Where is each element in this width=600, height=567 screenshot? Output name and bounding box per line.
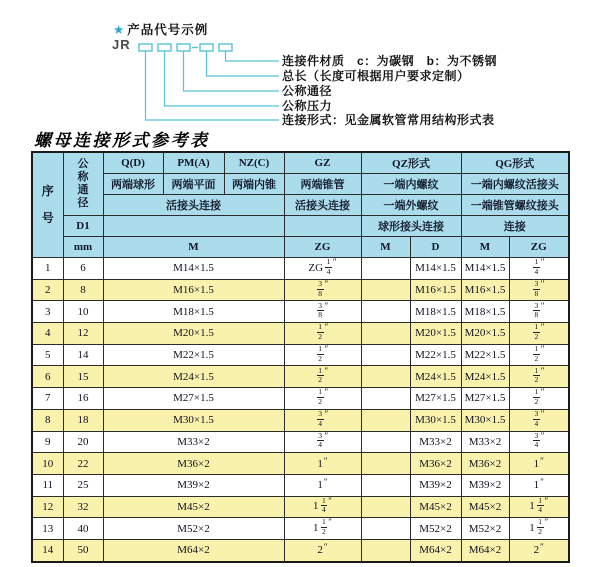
code-box-3 xyxy=(177,44,190,51)
cell-qg-zg: 1 $\frac{1}{2}$ ″ xyxy=(509,518,569,540)
cell-serial: 11 xyxy=(32,474,63,496)
cell-serial: 5 xyxy=(32,344,63,366)
cell-m-thread: M22×1.5 xyxy=(103,344,284,366)
label-conn-form: 连接形式：见金属软管常用结构形式表 xyxy=(282,113,495,127)
cell-qz-d: M64×2 xyxy=(410,539,461,561)
cell-diameter-mm: 8 xyxy=(63,279,103,301)
cell-qz-m xyxy=(361,366,410,388)
cell-serial: 6 xyxy=(32,366,63,388)
cell-serial: 4 xyxy=(32,323,63,345)
cell-qz-d: M36×2 xyxy=(410,453,461,475)
cell-qz-m xyxy=(361,344,410,366)
table-row xyxy=(32,409,569,431)
header-nominal-diameter: 公 称 通 径 xyxy=(63,152,103,216)
cell-qz-m xyxy=(361,496,410,518)
header-ball-joint-conn: 球形接头连接 xyxy=(361,216,461,237)
header-mm: mm xyxy=(63,237,103,258)
cell-qg-zg: 1″ xyxy=(509,474,569,496)
header-unit-qz-m: M xyxy=(361,237,410,258)
cell-serial: 9 xyxy=(32,431,63,453)
cell-m-thread: M39×2 xyxy=(103,474,284,496)
cell-qz-d: M16×1.5 xyxy=(410,279,461,301)
table-row xyxy=(32,453,569,475)
cell-qz-m xyxy=(361,474,410,496)
cell-qg-zg: $\frac{3}{4}$ ″ xyxy=(509,431,569,453)
cell-qg-zg: $\frac{1}{2}$ ″ xyxy=(509,344,569,366)
cell-diameter-mm: 18 xyxy=(63,409,103,431)
cell-qz-m xyxy=(361,258,410,280)
cell-qz-m xyxy=(361,431,410,453)
cell-m-thread: M52×2 xyxy=(103,518,284,540)
table-row xyxy=(32,518,569,540)
header-unit-qz-d: D xyxy=(410,237,461,258)
cell-qg-m: M16×1.5 xyxy=(461,279,509,301)
cell-gz-size: $\frac{3}{4}$ ″ xyxy=(284,409,361,431)
header-type-qd: Q(D) xyxy=(103,152,163,174)
table-row xyxy=(32,258,569,280)
header-unit-qg-zg: ZG xyxy=(509,237,569,258)
table-row xyxy=(32,431,569,453)
cell-qz-d: M39×2 xyxy=(410,474,461,496)
cell-m-thread: M45×2 xyxy=(103,496,284,518)
cell-qg-zg: $\frac{1}{4}$ ″ xyxy=(509,258,569,280)
header-conn-ext-thread: 一端外螺纹 xyxy=(361,195,461,216)
header-desc-qd: 两端球形 xyxy=(103,174,163,195)
diagram-title xyxy=(113,20,208,38)
label-length: 总长（长度可根据用户要求定制） xyxy=(282,69,470,83)
cell-m-thread: M18×1.5 xyxy=(103,301,284,323)
label-material: 连接件材质 c：为碳钢 b：为不锈钢 xyxy=(282,54,498,68)
table-body xyxy=(32,258,569,562)
table-row xyxy=(32,539,569,561)
label-diameter: 公称通径 xyxy=(282,84,333,98)
cell-serial: 2 xyxy=(32,279,63,301)
header-type-qg: QG形式 xyxy=(461,152,569,174)
table-row xyxy=(32,344,569,366)
cell-qz-d: M14×1.5 xyxy=(410,258,461,280)
cell-gz-size: $\frac{1}{2}$ ″ xyxy=(284,388,361,410)
cell-gz-size: $\frac{3}{8}$ ″ xyxy=(284,279,361,301)
cell-serial: 10 xyxy=(32,453,63,475)
header-unit-zg: ZG xyxy=(284,237,361,258)
nut-connection-table xyxy=(31,151,570,563)
cell-qz-d: M45×2 xyxy=(410,496,461,518)
cell-gz-size: 2″ xyxy=(284,539,361,561)
table-header xyxy=(32,152,569,258)
code-box-5 xyxy=(219,44,232,51)
cell-qz-m xyxy=(361,409,410,431)
cell-diameter-mm: 14 xyxy=(63,344,103,366)
header-desc-nzc: 两端内锥 xyxy=(224,174,284,195)
cell-serial: 12 xyxy=(32,496,63,518)
connector-line-diameter xyxy=(184,51,280,91)
cell-gz-size: $\frac{1}{2}$ ″ xyxy=(284,323,361,345)
cell-qg-m: M33×2 xyxy=(461,431,509,453)
cell-qz-m xyxy=(361,323,410,345)
cell-diameter-mm: 32 xyxy=(63,496,103,518)
cell-qg-m: M36×2 xyxy=(461,453,509,475)
connector-line-length xyxy=(207,51,280,76)
cell-diameter-mm: 16 xyxy=(63,388,103,410)
code-prefix: JR xyxy=(112,37,131,52)
cell-qg-m: M24×1.5 xyxy=(461,366,509,388)
header-conn-union-gz: 活接头连接 xyxy=(284,195,361,216)
table-row xyxy=(32,388,569,410)
cell-qg-m: M20×1.5 xyxy=(461,323,509,345)
cell-qz-m xyxy=(361,518,410,540)
code-box-4 xyxy=(200,44,213,51)
header-type-gz: GZ xyxy=(284,152,361,174)
cell-qg-zg: 1″ xyxy=(509,453,569,475)
cell-serial: 1 xyxy=(32,258,63,280)
cell-qz-m xyxy=(361,453,410,475)
star-icon: ★ xyxy=(113,23,126,37)
cell-qg-m: M22×1.5 xyxy=(461,344,509,366)
cell-gz-size: $\frac{1}{2}$ ″ xyxy=(284,344,361,366)
diagram-title-text: 产品代号示例 xyxy=(127,23,209,37)
table-row xyxy=(32,279,569,301)
cell-qg-m: M64×2 xyxy=(461,539,509,561)
cell-gz-size: 1 $\frac{1}{4}$ ″ xyxy=(284,496,361,518)
header-type-qz: QZ形式 xyxy=(361,152,461,174)
cell-m-thread: M24×1.5 xyxy=(103,366,284,388)
cell-qg-zg: $\frac{3}{8}$ ″ xyxy=(509,279,569,301)
header-conn-union: 活接头连接 xyxy=(103,195,284,216)
cell-qz-d: M52×2 xyxy=(410,518,461,540)
cell-diameter-mm: 20 xyxy=(63,431,103,453)
label-pressure: 公称压力 xyxy=(282,99,333,113)
header-conn: 连接 xyxy=(461,216,569,237)
cell-m-thread: M20×1.5 xyxy=(103,323,284,345)
table-row xyxy=(32,496,569,518)
cell-serial: 14 xyxy=(32,539,63,561)
header-unit-qg-m: M xyxy=(461,237,509,258)
cell-qz-d: M18×1.5 xyxy=(410,301,461,323)
cell-qg-m: M18×1.5 xyxy=(461,301,509,323)
cell-diameter-mm: 25 xyxy=(63,474,103,496)
cell-qg-m: M45×2 xyxy=(461,496,509,518)
cell-diameter-mm: 22 xyxy=(63,453,103,475)
cell-diameter-mm: 12 xyxy=(63,323,103,345)
cell-qg-zg: $\frac{1}{2}$ ″ xyxy=(509,388,569,410)
header-desc-pma: 两端平面 xyxy=(163,174,224,195)
cell-qg-m: M52×2 xyxy=(461,518,509,540)
cell-m-thread: M33×2 xyxy=(103,431,284,453)
header-desc-gz: 两端锥管 xyxy=(284,174,361,195)
cell-m-thread: M64×2 xyxy=(103,539,284,561)
cell-diameter-mm: 10 xyxy=(63,301,103,323)
header-type-nzc: NZ(C) xyxy=(224,152,284,174)
cell-diameter-mm: 50 xyxy=(63,539,103,561)
cell-qg-m: M30×1.5 xyxy=(461,409,509,431)
table-row xyxy=(32,323,569,345)
cell-gz-size: $\frac{1}{2}$ ″ xyxy=(284,366,361,388)
cell-m-thread: M30×1.5 xyxy=(103,409,284,431)
cell-qz-m xyxy=(361,539,410,561)
cell-gz-size: $\frac{3}{8}$ ″ xyxy=(284,301,361,323)
cell-m-thread: M27×1.5 xyxy=(103,388,284,410)
cell-serial: 7 xyxy=(32,388,63,410)
cell-qz-d: M27×1.5 xyxy=(410,388,461,410)
cell-qg-m: M39×2 xyxy=(461,474,509,496)
cell-gz-size: 1 $\frac{1}{2}$ ″ xyxy=(284,518,361,540)
cell-diameter-mm: 40 xyxy=(63,518,103,540)
cell-qz-d: M33×2 xyxy=(410,431,461,453)
table-row xyxy=(32,301,569,323)
cell-diameter-mm: 6 xyxy=(63,258,103,280)
cell-serial: 13 xyxy=(32,518,63,540)
header-unit-m: M xyxy=(103,237,284,258)
cell-qz-d: M24×1.5 xyxy=(410,366,461,388)
cell-gz-size: 1″ xyxy=(284,453,361,475)
header-conn-taper: 一端锥管螺纹接头 xyxy=(461,195,569,216)
connector-line-material xyxy=(226,51,280,61)
table-title: 螺母连接形式参考表 xyxy=(34,131,210,150)
cell-diameter-mm: 15 xyxy=(63,366,103,388)
cell-qg-zg: $\frac{1}{2}$ ″ xyxy=(509,323,569,345)
code-box-1 xyxy=(139,44,152,51)
cell-qg-zg: $\frac{3}{8}$ ″ xyxy=(509,301,569,323)
cell-m-thread: M16×1.5 xyxy=(103,279,284,301)
cell-qg-zg: $\frac{3}{4}$ ″ xyxy=(509,409,569,431)
cell-serial: 3 xyxy=(32,301,63,323)
header-serial: 序 号 xyxy=(32,152,63,258)
header-desc-qg: 一端内螺纹活接头 xyxy=(461,174,569,195)
cell-qg-zg: $\frac{1}{2}$ ″ xyxy=(509,366,569,388)
cell-qz-d: M30×1.5 xyxy=(410,409,461,431)
cell-gz-size: $\frac{3}{4}$ ″ xyxy=(284,431,361,453)
cell-qg-zg: 2″ xyxy=(509,539,569,561)
cell-qz-m xyxy=(361,388,410,410)
connector-line-pressure xyxy=(165,51,280,106)
table-row xyxy=(32,366,569,388)
cell-qz-m xyxy=(361,301,410,323)
cell-m-thread: M36×2 xyxy=(103,453,284,475)
header-desc-qz: 一端内螺纹 xyxy=(361,174,461,195)
cell-qg-zg: 1 $\frac{1}{4}$ ″ xyxy=(509,496,569,518)
cell-qg-m: M27×1.5 xyxy=(461,388,509,410)
header-empty-gz xyxy=(284,216,361,237)
cell-qz-m xyxy=(361,279,410,301)
code-box-2 xyxy=(158,44,171,51)
header-empty-mid xyxy=(103,216,284,237)
cell-gz-size: ZG $\frac{1}{4}$ ″ xyxy=(284,258,361,280)
cell-qg-m: M14×1.5 xyxy=(461,258,509,280)
cell-gz-size: 1″ xyxy=(284,474,361,496)
cell-m-thread: M14×1.5 xyxy=(103,258,284,280)
cell-qz-d: M20×1.5 xyxy=(410,323,461,345)
header-type-pma: PM(A) xyxy=(163,152,224,174)
table-row xyxy=(32,474,569,496)
cell-serial: 8 xyxy=(32,409,63,431)
cell-qz-d: M22×1.5 xyxy=(410,344,461,366)
header-d1: D1 xyxy=(63,216,103,237)
